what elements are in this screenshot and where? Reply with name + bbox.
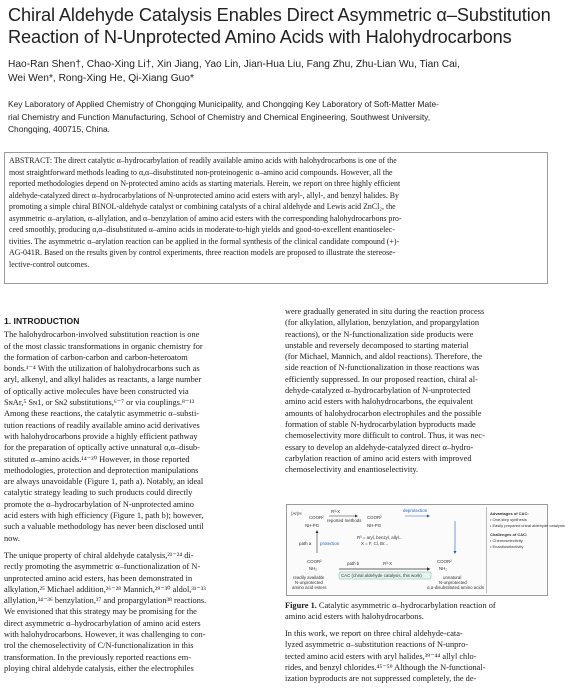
body-line: bonds.¹⁻⁴ With the utilization of halohydrocarbons such as bbox=[4, 364, 200, 374]
scheme-label-nh2-right: NH₂ bbox=[439, 566, 448, 571]
body-line: alkylation,²⁵ Michael addition,²⁶⁻²⁸ Mannich,²⁹⁻³⁰ aldol,³¹⁻³³ bbox=[4, 584, 206, 594]
caption-line-1 bbox=[285, 600, 549, 611]
challenge-item: • Enantioselectivity bbox=[490, 544, 524, 550]
scheme-desc-left-2: N-unprotected bbox=[295, 580, 323, 585]
body-line: with halohydrocarbons. However, it was challenging to con- bbox=[4, 630, 206, 640]
body-line: lyzed asymmetric α–substitution reactions of N-unpro- bbox=[285, 640, 469, 650]
authors-line-1: Hao-Ran Shen†, Chao-Xing Li†, Xin Jiang, Yao Lin, Jian-Hua Liu, Fang Zhu, Zhu-Lian Wu, Tian Cai, bbox=[8, 59, 460, 70]
abstract-line: lective-control outcomes. bbox=[9, 259, 90, 269]
body-line: tution reactions of readily available amino acid derivatives bbox=[4, 420, 200, 430]
scheme-label-aryl-h: (Ar)H bbox=[291, 511, 302, 516]
body-line: methodologies, protection and deprotection manipulations bbox=[4, 465, 199, 475]
affiliation-line-2: rial Chemistry and Function Manufacturing, School of Chemistry and Chemical Engineering, Southwest University, bbox=[8, 111, 431, 122]
body-line: now. bbox=[4, 533, 20, 543]
body-line: direct asymmetric α–hydrocarbylation of amino acid esters bbox=[4, 618, 201, 628]
advantages-title: Advantages of CAC: bbox=[490, 511, 529, 516]
title-line-1: Chiral Aldehyde Catalysis Enables Direct Asymmetric α–Substitution bbox=[8, 5, 551, 25]
authors-line-2: Wei Wen*, Rong-Xing He, Qi-Xiang Guo* bbox=[8, 73, 194, 84]
body-line: tected amino acid esters with aryl halides,³⁹⁻⁴⁴ allyl chlo- bbox=[285, 651, 477, 661]
body-line: reactions), or the N-functionalization side products were bbox=[285, 329, 474, 339]
caption-line-2: amino acid esters with halohydrocarbons. bbox=[285, 612, 424, 622]
figure-caption bbox=[285, 600, 549, 623]
body-line: such a valuable methodology has never been disclosed until bbox=[4, 522, 204, 532]
scheme-label-cac: CAC (chiral aldehyde catalysis, this work) bbox=[341, 573, 422, 578]
scheme-label-path-a: path a bbox=[299, 541, 312, 546]
body-line: unprotected amino acid esters, has been demonstrated in bbox=[4, 573, 193, 583]
scheme-label-reagent-detail: R³ = aryl, benzyl, allyl... bbox=[357, 535, 403, 540]
body-line: catalytic strategy leading to such products could directly bbox=[4, 488, 193, 498]
scheme-label-protected-product: COOR² bbox=[367, 515, 382, 520]
body-line: the formation of carbon-carbon and carbon-heteroatom bbox=[4, 352, 188, 362]
arrow-head-icon bbox=[427, 515, 430, 518]
body-line: side reaction of N-functionalization in those reactions was bbox=[285, 363, 480, 373]
title-line-2: Reaction of N-Unprotected Amino Acids with Halohydrocarbons bbox=[8, 27, 512, 47]
abstract-line: promoting a simple chiral BINOL-aldehyde catalyst or combining catalysts of a chiral aldehyde and Lewis acid ZnCl₂, the bbox=[9, 202, 396, 211]
after-figure-text bbox=[285, 628, 549, 684]
body-line: acid esters with high efficiency (Figure 1, path b); however, bbox=[4, 511, 204, 521]
arrow-head-icon bbox=[454, 551, 457, 554]
reaction-scheme bbox=[287, 505, 485, 595]
body-line: of optically active molecules have been constructed via bbox=[4, 386, 189, 396]
advantage-item: • One-step synthesis bbox=[490, 517, 527, 523]
scheme-label-cooh-right: COOR² bbox=[437, 559, 452, 564]
body-line: dehyde-catalyzed α–hydrocarbylation of N-unprotected bbox=[285, 386, 471, 396]
body-line: ploying chiral aldehyde catalysis, either the electrophiles bbox=[4, 663, 194, 673]
body-line: essary to develop an aldehyde-catalyzed direct α–hydro- bbox=[285, 442, 474, 452]
body-line: amounts of halohydrocarbon electrophiles and the possible bbox=[285, 408, 482, 418]
body-line: of the most classic transformations in organic chemistry for bbox=[4, 341, 203, 351]
scheme-label-reagent: R³-X bbox=[331, 509, 341, 514]
arrow-head-icon bbox=[427, 567, 431, 570]
scheme-label-reported: reported methods bbox=[327, 518, 362, 523]
arrow-head-icon bbox=[316, 530, 319, 533]
body-line: unstable and reversely decomposed to starting material bbox=[285, 340, 469, 350]
abstract-line: most straightforward methods leading to α,α–disubstituted non-proteinogenic α–amino acid compounds. However, all the bbox=[9, 167, 393, 177]
body-line: chemoselectivity more difficult to control. Thus, it was nec- bbox=[285, 431, 485, 441]
body-line: Among these reactions, the catalytic asymmetric α–substi- bbox=[4, 409, 200, 419]
body-line: transformation. In the previously reported reactions em- bbox=[4, 652, 191, 662]
body-line: rides, and benzyl chlorides.⁴⁵⁻⁵⁹ Although the N-functional- bbox=[285, 662, 486, 672]
scheme-label-cooh: COOR² bbox=[309, 515, 324, 520]
abstract-line: ceed smoothly, producing α,α–disubstituted α–amino acids in moderate-to-high yields and good-to-excellent enantioselec- bbox=[9, 225, 395, 234]
scheme-label-nh-pg: NH-PG bbox=[305, 523, 320, 528]
body-line: amino acid esters with halohydrocarbons, the equivalent bbox=[285, 397, 473, 407]
body-line: chemoselectivity and enantioselectivity. bbox=[285, 465, 419, 475]
advantage-item: • Easily prepared chiral aldehyde catalysts bbox=[490, 523, 565, 529]
abstract-line: ABSTRACT: The direct catalytic α–hydrocarbylation of readily available amino acids with halohydrocarbons is one of the bbox=[9, 156, 397, 165]
scheme-desc-right-3: α,α-disubstituted amino acids bbox=[427, 585, 485, 590]
scheme-label-protection: protection bbox=[320, 541, 340, 546]
body-line: were gradually generated in situ during the reaction process bbox=[285, 307, 485, 316]
scheme-label-deprotection: deprotection bbox=[403, 508, 428, 513]
abstract-line: tivities. The asymmetric α–arylation reaction can be applied in the formal synthesis of the clinical candidate compound (+)- bbox=[9, 236, 400, 246]
caption-text: Catalytic asymmetric α–hydrocarbylation reaction of bbox=[316, 601, 496, 610]
scheme-label-cooh-left: COOR² bbox=[307, 559, 322, 564]
scheme-label-nh2-left: NH₂ bbox=[309, 566, 318, 571]
affiliation-line-1: Key Laboratory of Applied Chemistry of Chongqing Municipality, and Chongqing Key Laboratory of Soft-Matter Mate- bbox=[8, 99, 439, 109]
challenges-title: Challenges of CAC: bbox=[490, 531, 528, 537]
caption-label: Figure 1. bbox=[285, 601, 317, 610]
figure-1 bbox=[286, 504, 565, 596]
right-column bbox=[285, 306, 549, 475]
body-line: are always unavoidable (Figure 1, path a). Notably, an ideal bbox=[4, 477, 204, 487]
body-line: ization byproducts are not suppressed completely, the de- bbox=[285, 674, 477, 684]
left-column bbox=[4, 306, 268, 674]
abstract-box bbox=[4, 152, 548, 284]
abstract-line: AG-041R. Based on the results given by control experiments, three reaction models are proposed to illustrate the stereose- bbox=[9, 248, 396, 257]
body-line: The halohydrocarbon-involved substitution reaction is one bbox=[4, 330, 200, 340]
body-line: rectly promoting the asymmetric α–functionalization of N- bbox=[4, 562, 201, 572]
scheme-label-halide: X = F, Cl, Br... bbox=[361, 541, 388, 546]
challenge-item: • Chemoselectivity bbox=[490, 537, 523, 543]
body-line: carbylation reaction of amino acid esters with improved bbox=[285, 453, 472, 463]
body-line: trol the chemoselectivity of C/N-functionalization in this bbox=[4, 641, 194, 651]
body-line: for the preparation of optically active unnatural α,α–disub- bbox=[4, 443, 200, 453]
body-line: (for Michael, Mannich, and aldol reactions). Therefore, the bbox=[285, 352, 483, 362]
body-line: stituted α–amino acids.¹⁴⁻²⁰ However, in those reported bbox=[4, 454, 190, 464]
scheme-desc-left-3: amino acid esters bbox=[292, 585, 327, 590]
scheme-desc-right-1: unnatural bbox=[443, 575, 462, 580]
body-line: efficiently suppressed. In our proposed reaction, chiral al- bbox=[285, 374, 478, 384]
section-heading: 1. INTRODUCTION bbox=[4, 316, 80, 326]
scheme-desc-left-1: readily available bbox=[293, 575, 325, 580]
body-line: SɴAr,⁵ Sɴ1, or Sɴ2 substitutions,⁶⁻⁷ or via couplings.⁸⁻¹³ bbox=[4, 398, 195, 408]
scheme-label-reagent-b: R³-X bbox=[383, 561, 393, 566]
body-line: aryl, alkenyl, and alkyl halides as reactants, a large number bbox=[4, 375, 202, 385]
body-line: formation of stable N-hydrocarbylation byproducts made bbox=[285, 419, 476, 429]
body-line: promote the α–hydrocarbylation of N-unprotected amino bbox=[4, 499, 194, 509]
abstract-line: aldehyde-catalyzed direct α–hydrocarbylations of N-unprotected amino acid esters with aryl-, allyl-, and benzyl halides. By bbox=[9, 190, 399, 200]
affiliation-line-3: Chongqing, 400715, China. bbox=[8, 124, 110, 134]
abstract-line: reported methodologies depend on N-protected amino acids as starting materials. Herein, we report on three highly efficient bbox=[9, 179, 401, 188]
scheme-label-path-b: path b bbox=[347, 561, 360, 566]
scheme-label-nh-pg-2: NH-PG bbox=[367, 523, 382, 528]
body-line: (for alkylation, allylation, benzylation, and propargylation bbox=[285, 318, 480, 328]
cac-advantages-panel bbox=[486, 507, 565, 593]
body-line: with halohydrocarbons provide a highly efficient pathway bbox=[4, 431, 198, 441]
body-line: allylation,³⁴⁻³⁶ benzylation,³⁷ and propargylation³⁸ reactions. bbox=[4, 596, 207, 606]
body-line: The unique property of chiral aldehyde catalysis,²¹⁻²⁴ di- bbox=[4, 550, 194, 560]
body-line: In this work, we report on three chiral aldehyde-cata- bbox=[285, 629, 463, 638]
affiliation bbox=[8, 98, 548, 136]
abstract-line: asymmetric α–arylation, α–allylation, and α–benzylation of amino acid esters with the corresponding halohydrocarbons pro- bbox=[9, 213, 402, 223]
author-list bbox=[8, 58, 548, 86]
body-line: We envisioned that this strategy may be promising for the bbox=[4, 607, 197, 617]
scheme-desc-right-2: N-unprotected bbox=[439, 580, 467, 585]
paper-title bbox=[8, 4, 551, 48]
